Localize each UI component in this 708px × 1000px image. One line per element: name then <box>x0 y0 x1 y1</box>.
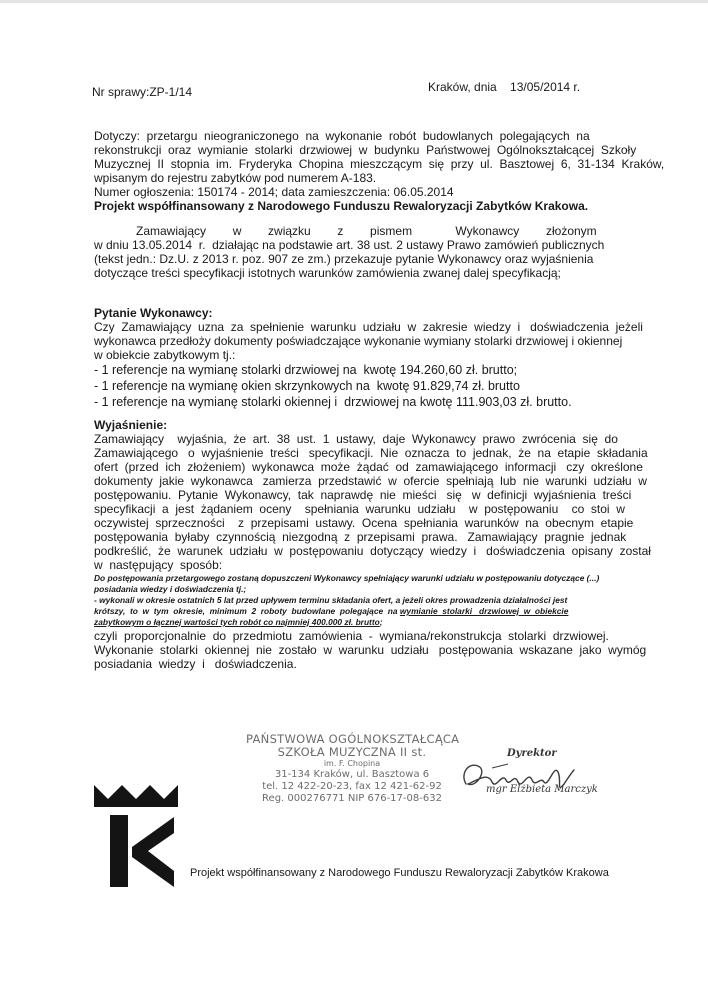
answer-line: postępowania byłaby czynnością niezgodną z przepisami prawa. Zamawiający pragnie jednak <box>94 530 627 544</box>
answer-line: w następujący sposób: <box>94 558 223 572</box>
stamp-line: SZKOŁA MUZYCZNA II st. <box>277 745 427 759</box>
quote-line <box>94 617 639 628</box>
reference-item: - 1 referencje na wymianę stolarki okiennej i drzwiowej na kwotę 111.903,03 zł. brutto. <box>94 395 572 409</box>
intro-line: Zamawiający w związku z pismem Wykonawcy złożonym <box>136 224 597 238</box>
school-logo-icon <box>92 785 180 889</box>
cofinancing-note: Projekt współfinansowany z Narodowego Funduszu Rewaloryzacji Zabytków Krakowa. <box>94 199 589 213</box>
top-scan-edge <box>0 0 708 3</box>
answer-line: postępowaniu. Pytanie Wykonawcy, tak naprawdę nie mieści się w definicji wyjaśnienia treści <box>94 488 632 502</box>
question-line: Czy Zamawiający uzna za spełnienie warunku udziału w zakresie wiedzy i doświadczenia jeżeli <box>94 320 643 334</box>
stamp-line: PAŃSTWOWA OGÓLNOKSZTAŁCĄCA <box>246 732 460 746</box>
subject-line: Muzycznej II stopnia im. Fryderyka Chopina mieszczącym się przy ul. Basztowej 6, 31-134 Kraków, <box>94 157 665 171</box>
stamp-line: tel. 12 422-20-23, fax 12 421-62-92 <box>262 781 442 792</box>
answer-line: oczywistej sprzeczności z przepisami ustawy. Ocena spełniania warunków na obecnym etapie <box>94 516 634 530</box>
quote-line <box>94 606 639 617</box>
quote-line-text: krótszy, to w tym okresie, minimum 2 roboty budowlane polegające na <box>94 606 398 616</box>
intro-paragraph <box>94 224 639 280</box>
answer-line: dokumenty jakie wykonawca zamierza przedstawić w ofercie spełniają lub nie warunki udziału w <box>94 474 647 488</box>
case-number: Nr sprawy:ZP-1/14 <box>92 85 193 99</box>
stamp-line: Reg. 000276771 NIP 676-17-08-632 <box>262 793 442 804</box>
footer-cofinancing: Projekt współfinansowany z Narodowego Funduszu Rewaloryzacji Zabytków Krakowa <box>190 867 609 879</box>
closing-line: posiadania wiedzy i doświadczenia. <box>94 657 297 671</box>
reference-item: - 1 referencje na wymianę stolarki drzwiowej na kwotę 194.260,60 zł. brutto; <box>94 363 518 377</box>
director-name: mgr Elżbieta Marczyk <box>486 784 598 795</box>
quote-underlined-text: zabytkowym o łącznej wartości tych robót co najmniej 400.000 zł. brutto <box>94 617 380 627</box>
question-section <box>94 306 643 410</box>
quote-line-end: ; <box>379 617 383 627</box>
closing-line: czyli proporcjonalnie do przedmiotu zamówienia - wymiana/rekonstrukcja stolarki drzwiowej. <box>94 629 609 643</box>
answer-line: ofert (przed ich złożeniem) wykonawca może żądać od zamawiającego informacji czy określone <box>94 460 643 474</box>
quote-line: - wykonali w okresie ostatnich 5 lat przed upływem terminu składania ofert, a jeżeli okres prowadzenia działalności jest <box>94 595 568 605</box>
quote-line: posiadania wiedzy i doświadczenia tj.; <box>94 584 247 594</box>
quote-underlined-text: wymianie stolarki drzwiowej w obiekcie <box>399 606 569 616</box>
subject-block <box>94 129 665 213</box>
subject-line: Dotyczy: przetargu nieograniczonego na wykonanie robót budowlanych polegających na <box>94 129 590 143</box>
quote-line: Do postępowania przetargowego zostaną dopuszczeni Wykonawcy spełniający warunki udziału w postępowaniu dotyczące (...) <box>94 573 600 583</box>
question-line: wykonawca przedłoży dokumenty poświadczające wykonanie wymiany stolarki drzwiowej i okiennej <box>94 334 623 348</box>
intro-line: dotyczące treści specyfikacji istotnych warunków zamówienia zwanej dalej specyfikacją; <box>94 266 561 280</box>
answer-heading: Wyjaśnienie: <box>94 418 168 432</box>
intro-line: (tekst jedn.: Dz.U. z 2013 r. poz. 907 ze zm.) przekazuje pytanie Wykonawcy oraz wyjaśnienia <box>94 252 594 266</box>
quoted-condition <box>94 573 639 628</box>
closing-paragraph <box>94 629 647 671</box>
subject-line: rekonstrukcji oraz wymianie stolarki drzwiowej w budynku Państwowej Ogólnokształcącej Szkoły <box>94 143 637 157</box>
signature-role: Dyrektor <box>507 748 557 759</box>
intro-line: w dniu 13.05.2014 r. działając na podstawie art. 38 ust. 2 ustawy Prawo zamówień publicznych <box>94 238 605 252</box>
reference-item: - 1 referencje na wymianę okien skrzynkowych na kwotę 91.829,74 zł. brutto <box>94 379 520 393</box>
stamp-line: im. F. Chopina <box>323 759 381 768</box>
place-and-date: Kraków, dnia 13/05/2014 r. <box>428 80 581 94</box>
school-stamp <box>246 733 458 805</box>
answer-section <box>94 418 651 671</box>
subject-line: wpisanym do rejestru zabytków pod numerem A-183. <box>94 171 377 185</box>
answer-line: Zamawiający wyjaśnia, że art. 38 ust. 1 ustawy, daje Wykonawcy prawo zwrócenia się do <box>94 432 618 446</box>
question-line: w obiekcie zabytkowym tj.: <box>94 348 236 362</box>
closing-line: Wykonanie stolarki okiennej nie zostało w warunku udziału postępowania wskazane jako wymóg <box>94 643 647 657</box>
announcement-number: Numer ogłoszenia: 150174 - 2014; data zamieszczenia: 06.05.2014 <box>94 185 454 199</box>
answer-line: specyfikacji a jest żądaniem oceny spełniania warunku udziału w postępowaniu co stoi w <box>94 502 625 516</box>
answer-line: podkreślić, że warunek udziału w postępowaniu dotyczący wiedzy i doświadczenia opisany został <box>94 544 651 558</box>
question-heading: Pytanie Wykonawcy: <box>94 306 213 320</box>
answer-line: Zamawiającego o wyjaśnienie treści specyfikacji. Nie oznacza to jednak, że na etapie składania <box>94 446 648 460</box>
stamp-line: 31-134 Kraków, ul. Basztowa 6 <box>274 769 430 780</box>
